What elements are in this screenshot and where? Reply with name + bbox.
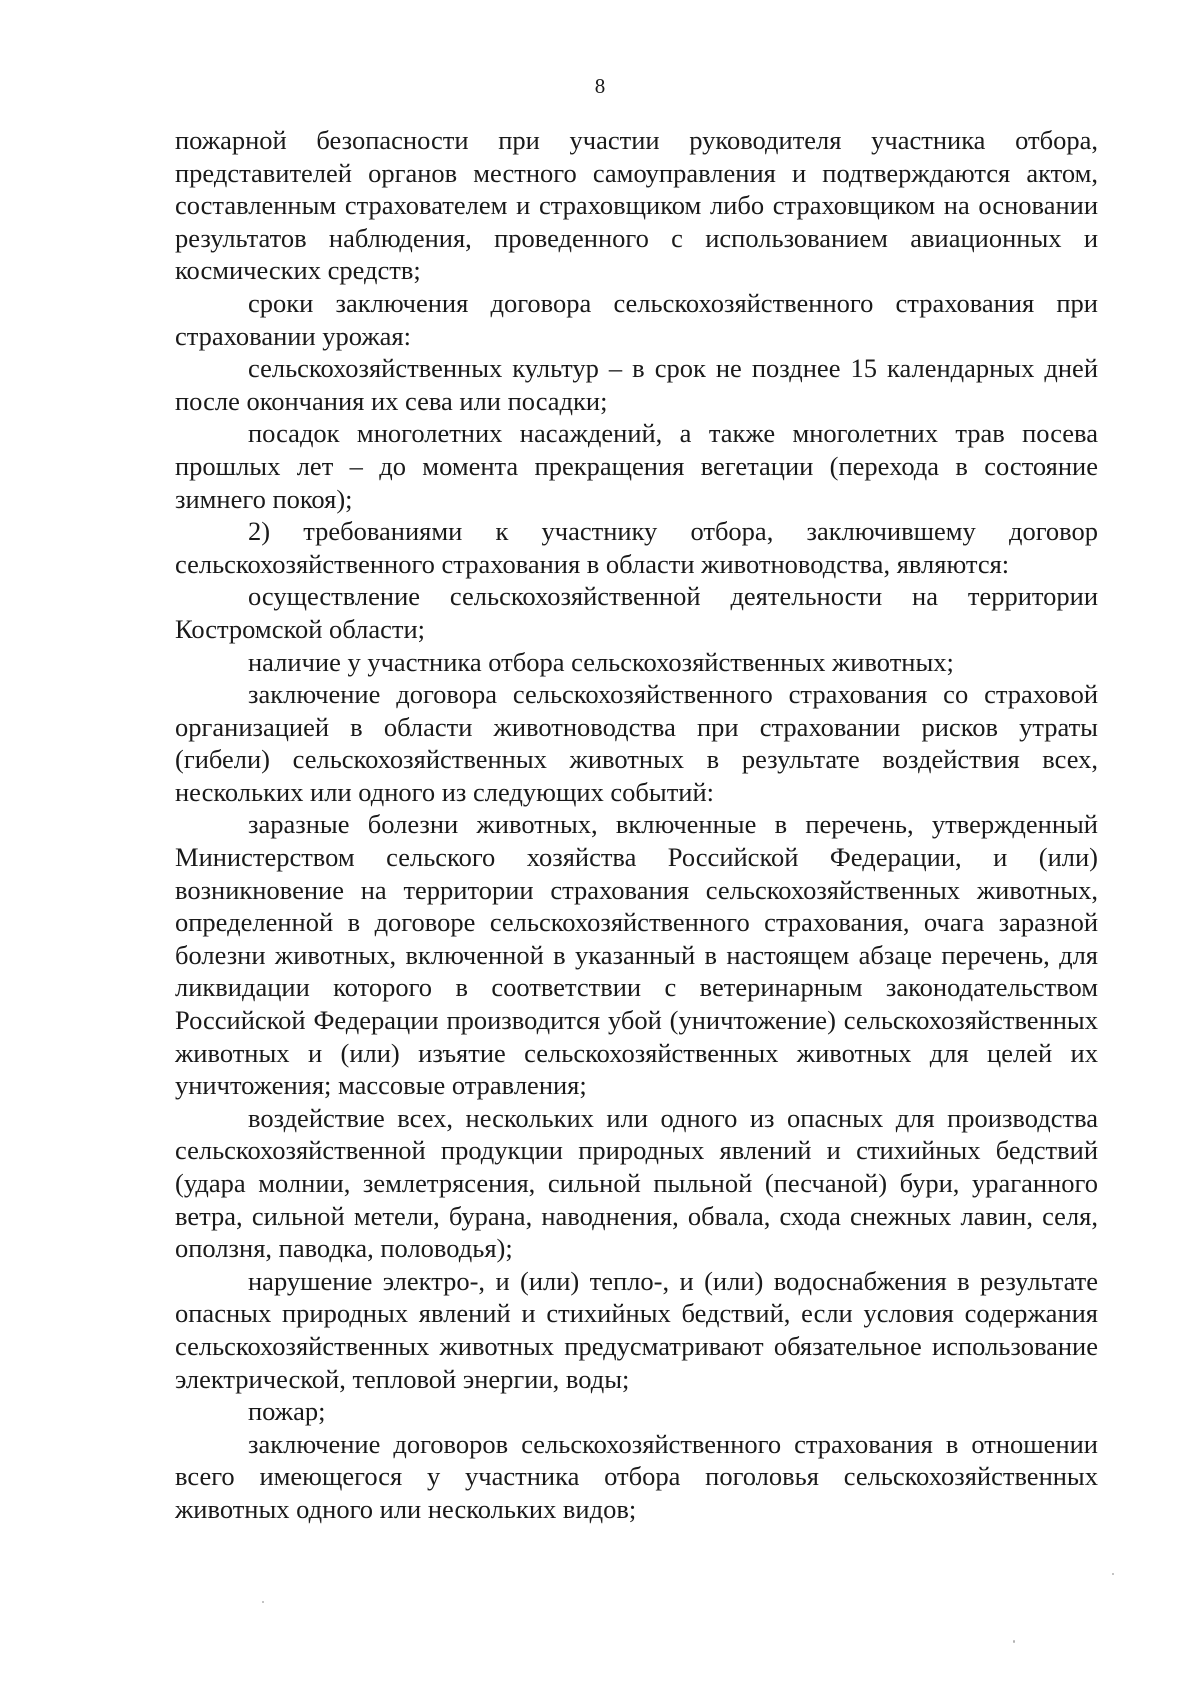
paragraph: пожарной безопасности при участии руководителя участника отбора, представителей органов местного самоуправления и подтверждаются актом, составленным страхователем и страховщиком либо страховщиком на основании результатов наблюдения, проведенного с использованием авиационных и космических средств;: [175, 125, 1098, 286]
paragraph: воздействие всех, нескольких или одного из опасных для производства сельскохозяйственной продукции природных явлений и стихийных бедствий (удара молнии, землетрясения, сильной пыльной (песчаной) бури, ураганного ветра, сильной метели, бурана, наводнения, обвала, схода снежных лавин, селя, оползня, паводка, половодья);: [175, 1102, 1098, 1264]
paragraph: пожар;: [248, 1396, 326, 1427]
scan-speck: [1013, 1640, 1015, 1643]
paragraph: осуществление сельскохозяйственной деятельности на территории Костромской области;: [175, 581, 1098, 644]
paragraph: посадок многолетних насаждений, а также многолетних трав посева прошлых лет – до момента прекращения вегетации (перехода в состояние зимнего покоя);: [175, 418, 1098, 514]
scan-speck: [262, 1601, 264, 1603]
paragraph: сельскохозяйственных культур – в срок не позднее 15 календарных дней после окончания их сева или посадки;: [175, 353, 1098, 416]
paragraph: заразные болезни животных, включенные в перечень, утвержденный Министерством сельского хозяйства Российской Федерации, и (или) возникновение на территории страхования сельскохозяйственных животных, определенной в договоре сельскохозяйственного страхования, очага заразной болезни животных, включенной в указанный в настоящем абзаце перечень, для ликвидации которого в соответствии с ветеринарным законодательством Российской Федерации производится убой (уничтожение) сельскохозяйственных животных и (или) изъятие сельскохозяйственных животных для целей их уничтожения; массовые отравления;: [175, 809, 1098, 1101]
paragraph: 2) требованиями к участнику отбора, заключившему договор сельскохозяйственного страхования в области животноводства, являются:: [175, 516, 1098, 579]
page-number: 8: [594, 74, 606, 98]
paragraph: нарушение электро-, и (или) тепло-, и (или) водоснабжения в результате опасных природных явлений и стихийных бедствий, если условия содержания сельскохозяйственных животных предусматривают обязательное использование электрической, тепловой энергии, воды;: [175, 1265, 1098, 1394]
body-text: [175, 124, 1098, 1526]
paragraph: заключение договора сельскохозяйственного страхования со страховой организацией в области животноводства при страховании рисков утраты (гибели) сельскохозяйственных животных в результате воздействия всех, нескольких или одного из следующих событий:: [175, 679, 1098, 807]
paragraph: сроки заключения договора сельскохозяйственного страхования при страховании урожая:: [175, 287, 1098, 351]
scan-speck: [1112, 1573, 1114, 1575]
paragraph: наличие у участника отбора сельскохозяйственных животных;: [248, 646, 954, 677]
paragraph: заключение договоров сельскохозяйственного страхования в отношении всего имеющегося у участника отбора поголовья сельскохозяйственных животных одного или нескольких видов;: [175, 1428, 1098, 1524]
